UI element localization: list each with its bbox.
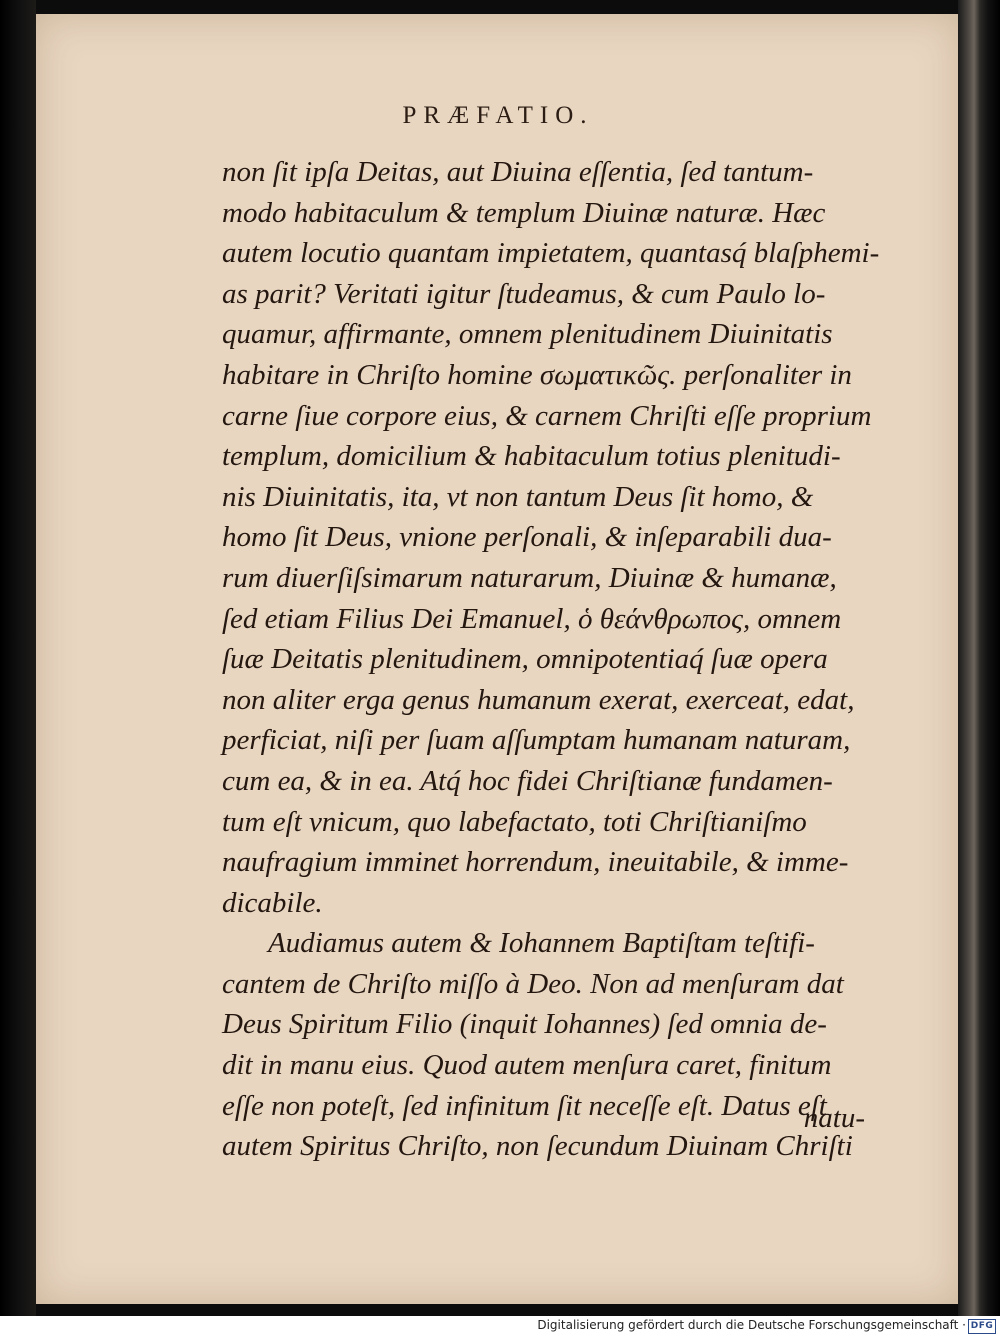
text-line: eſſe non poteſt, ſed infinitum ſit neceſſe eſt. Datus eſt — [222, 1089, 827, 1122]
dfg-logo: DFG — [968, 1319, 996, 1334]
text-line: modo habitaculum & templum Diuinæ naturæ. Hæc — [222, 196, 826, 229]
catchword: natu- — [803, 1102, 865, 1134]
page-edge-right — [958, 0, 1000, 1316]
footer-credit: Digitalisierung gefördert durch die Deutsche Forschungsgemeinschaft · — [537, 1318, 966, 1332]
text-line: autem Spiritus Chriſto, non ſecundum Diuinam Chriſti — [222, 1130, 853, 1163]
text-line: homo ſit Deus, vnione perſonali, & inſeparabili dua- — [222, 521, 832, 554]
text-line: Deus Spiritum Filio (inquit Iohannes) ſed omnia de- — [222, 1008, 827, 1041]
text-line: perficiat, niſi per ſuam aſſumptam humanam naturam, — [222, 724, 851, 757]
book-page — [36, 14, 960, 1304]
running-head: PRÆFATIO. — [402, 102, 594, 129]
text-line: autem locutio quantam impietatem, quantasq́ blaſphemi- — [222, 237, 880, 270]
text-line: ſed etiam Filius Dei Emanuel, ὁ θεάνθρωπος, omnem — [222, 602, 842, 635]
text-line: dit in manu eius. Quod autem menſura caret, finitum — [222, 1049, 832, 1082]
footer-bar — [0, 1316, 1000, 1336]
text-line: non aliter erga genus humanum exerat, exerceat, edat, — [222, 683, 855, 716]
text-line: ſuæ Deitatis plenitudinem, omnipotentiaq́ ſuæ opera — [222, 643, 828, 676]
text-line: rum diuerſiſsimarum naturarum, Diuinæ & humanæ, — [222, 561, 837, 594]
page-edge-left — [0, 0, 36, 1316]
text-line: as parit? Veritati igitur ſtudeamus, & cum Paulo lo- — [222, 277, 826, 310]
text-line: naufragium imminet horrendum, ineuitabile, & imme- — [222, 846, 849, 879]
body-text — [222, 152, 942, 1167]
text-line: quamur, affirmante, omnem plenitudinem Diuinitatis — [222, 318, 833, 351]
text-line: templum, domicilium & habitaculum totius plenitudi- — [222, 440, 841, 473]
text-line: habitare in Chriſto homine σωματικῶς. perſonaliter in — [222, 358, 852, 391]
text-line: dicabile. — [222, 886, 323, 919]
text-line: tum eſt vnicum, quo labefactato, toti Chriſtianiſmo — [222, 805, 807, 838]
text-line: carne ſiue corpore eius, & carnem Chriſti eſſe proprium — [222, 399, 872, 432]
text-line: nis Diuinitatis, ita, vt non tantum Deus ſit homo, & — [222, 480, 814, 513]
text-line: non ſit ipſa Deitas, aut Diuina eſſentia, ſed tantum- — [222, 156, 814, 188]
text-line: cantem de Chriſto miſſo à Deo. Non ad menſuram dat — [222, 967, 844, 1000]
paragraph-start-line: Audiamus autem & Iohannem Baptiſtam teſtifi- — [268, 927, 815, 960]
text-line: cum ea, & in ea. Atq́ hoc fidei Chriſtianæ fundamen- — [222, 764, 833, 797]
